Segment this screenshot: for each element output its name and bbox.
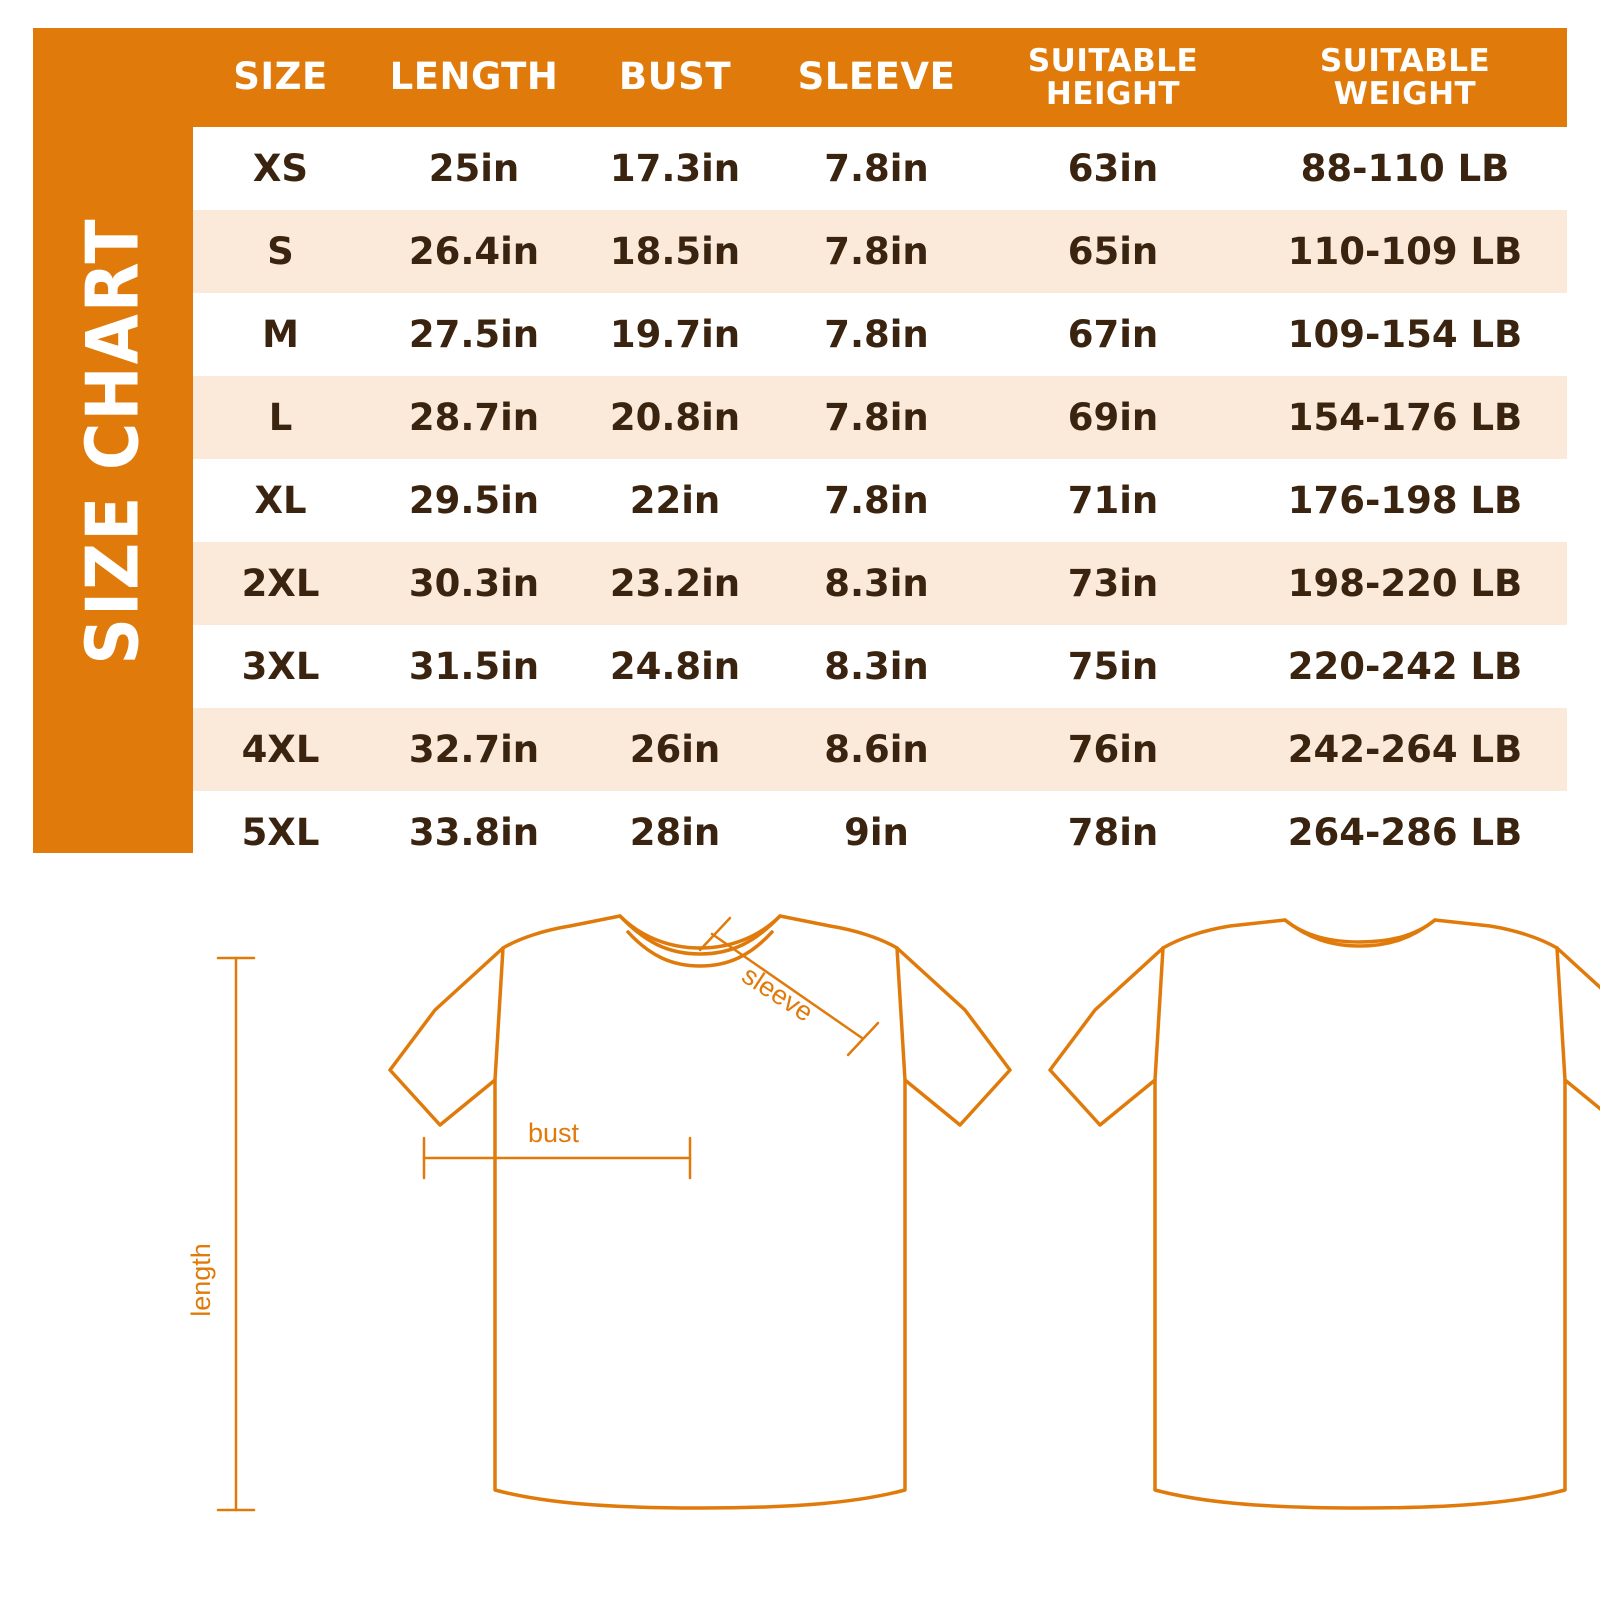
- cell-length: 26.4in: [368, 210, 580, 293]
- cell-sleeve: 8.3in: [770, 542, 983, 625]
- cell-bust: 20.8in: [580, 376, 770, 459]
- cell-size: 3XL: [193, 625, 368, 708]
- column-header-size: SIZE: [193, 28, 368, 127]
- size-chart-panel: [33, 28, 1567, 853]
- cell-height: 76in: [983, 708, 1243, 791]
- cell-bust: 18.5in: [580, 210, 770, 293]
- cell-height: 67in: [983, 293, 1243, 376]
- sleeve-label: sleeve: [736, 959, 819, 1028]
- cell-height: 63in: [983, 127, 1243, 210]
- cell-sleeve: 9in: [770, 791, 983, 874]
- cell-weight: 109-154 LB: [1243, 293, 1567, 376]
- table-row: [193, 625, 1567, 708]
- column-header-sleeve: SLEEVE: [770, 28, 983, 127]
- cell-bust: 23.2in: [580, 542, 770, 625]
- cell-sleeve: 8.6in: [770, 708, 983, 791]
- cell-length: 29.5in: [368, 459, 580, 542]
- cell-length: 32.7in: [368, 708, 580, 791]
- cell-bust: 17.3in: [580, 127, 770, 210]
- cell-weight: 242-264 LB: [1243, 708, 1567, 791]
- cell-length: 27.5in: [368, 293, 580, 376]
- cell-height: 71in: [983, 459, 1243, 542]
- size-chart-table: [193, 28, 1567, 874]
- column-header-suitable-height: SUITABLE HEIGHT: [983, 28, 1243, 127]
- cell-bust: 19.7in: [580, 293, 770, 376]
- cell-size: XS: [193, 127, 368, 210]
- column-header-suitable-weight: SUITABLE WEIGHT: [1243, 28, 1567, 127]
- cell-height: 69in: [983, 376, 1243, 459]
- cell-bust: 22in: [580, 459, 770, 542]
- cell-sleeve: 7.8in: [770, 127, 983, 210]
- cell-size: XL: [193, 459, 368, 542]
- tshirt-back-outline: [1050, 920, 1600, 1508]
- cell-length: 33.8in: [368, 791, 580, 874]
- cell-sleeve: 7.8in: [770, 376, 983, 459]
- cell-bust: 26in: [580, 708, 770, 791]
- cell-length: 31.5in: [368, 625, 580, 708]
- cell-size: 4XL: [193, 708, 368, 791]
- table-row: [193, 210, 1567, 293]
- cell-weight: 176-198 LB: [1243, 459, 1567, 542]
- table-row: [193, 127, 1567, 210]
- cell-length: 30.3in: [368, 542, 580, 625]
- cell-bust: 24.8in: [580, 625, 770, 708]
- tshirt-front-outline: [390, 916, 1010, 1508]
- tshirt-diagram-svg: [0, 880, 1600, 1600]
- length-dimension: [218, 958, 254, 1510]
- cell-height: 73in: [983, 542, 1243, 625]
- column-header-bust: BUST: [580, 28, 770, 127]
- cell-height: 65in: [983, 210, 1243, 293]
- cell-weight: 88-110 LB: [1243, 127, 1567, 210]
- cell-weight: 198-220 LB: [1243, 542, 1567, 625]
- cell-sleeve: 8.3in: [770, 625, 983, 708]
- table-row: [193, 708, 1567, 791]
- cell-size: 5XL: [193, 791, 368, 874]
- length-label: length: [186, 1243, 216, 1317]
- cell-sleeve: 7.8in: [770, 210, 983, 293]
- tshirt-illustration: [0, 880, 1600, 1600]
- cell-size: S: [193, 210, 368, 293]
- cell-height: 78in: [983, 791, 1243, 874]
- cell-weight: 110-109 LB: [1243, 210, 1567, 293]
- cell-size: 2XL: [193, 542, 368, 625]
- table-row: [193, 542, 1567, 625]
- bust-label: bust: [528, 1118, 580, 1148]
- cell-sleeve: 7.8in: [770, 459, 983, 542]
- cell-length: 28.7in: [368, 376, 580, 459]
- table-row: [193, 791, 1567, 874]
- cell-bust: 28in: [580, 791, 770, 874]
- page-title: [33, 28, 193, 853]
- cell-length: 25in: [368, 127, 580, 210]
- column-header-length: LENGTH: [368, 28, 580, 127]
- cell-size: M: [193, 293, 368, 376]
- cell-height: 75in: [983, 625, 1243, 708]
- cell-size: L: [193, 376, 368, 459]
- cell-weight: 220-242 LB: [1243, 625, 1567, 708]
- table-row: [193, 376, 1567, 459]
- table-header-row: [193, 28, 1567, 127]
- cell-weight: 154-176 LB: [1243, 376, 1567, 459]
- table-row: [193, 293, 1567, 376]
- cell-weight: 264-286 LB: [1243, 791, 1567, 874]
- table-row: [193, 459, 1567, 542]
- cell-sleeve: 7.8in: [770, 293, 983, 376]
- page-title-text: SIZE CHART: [71, 216, 155, 665]
